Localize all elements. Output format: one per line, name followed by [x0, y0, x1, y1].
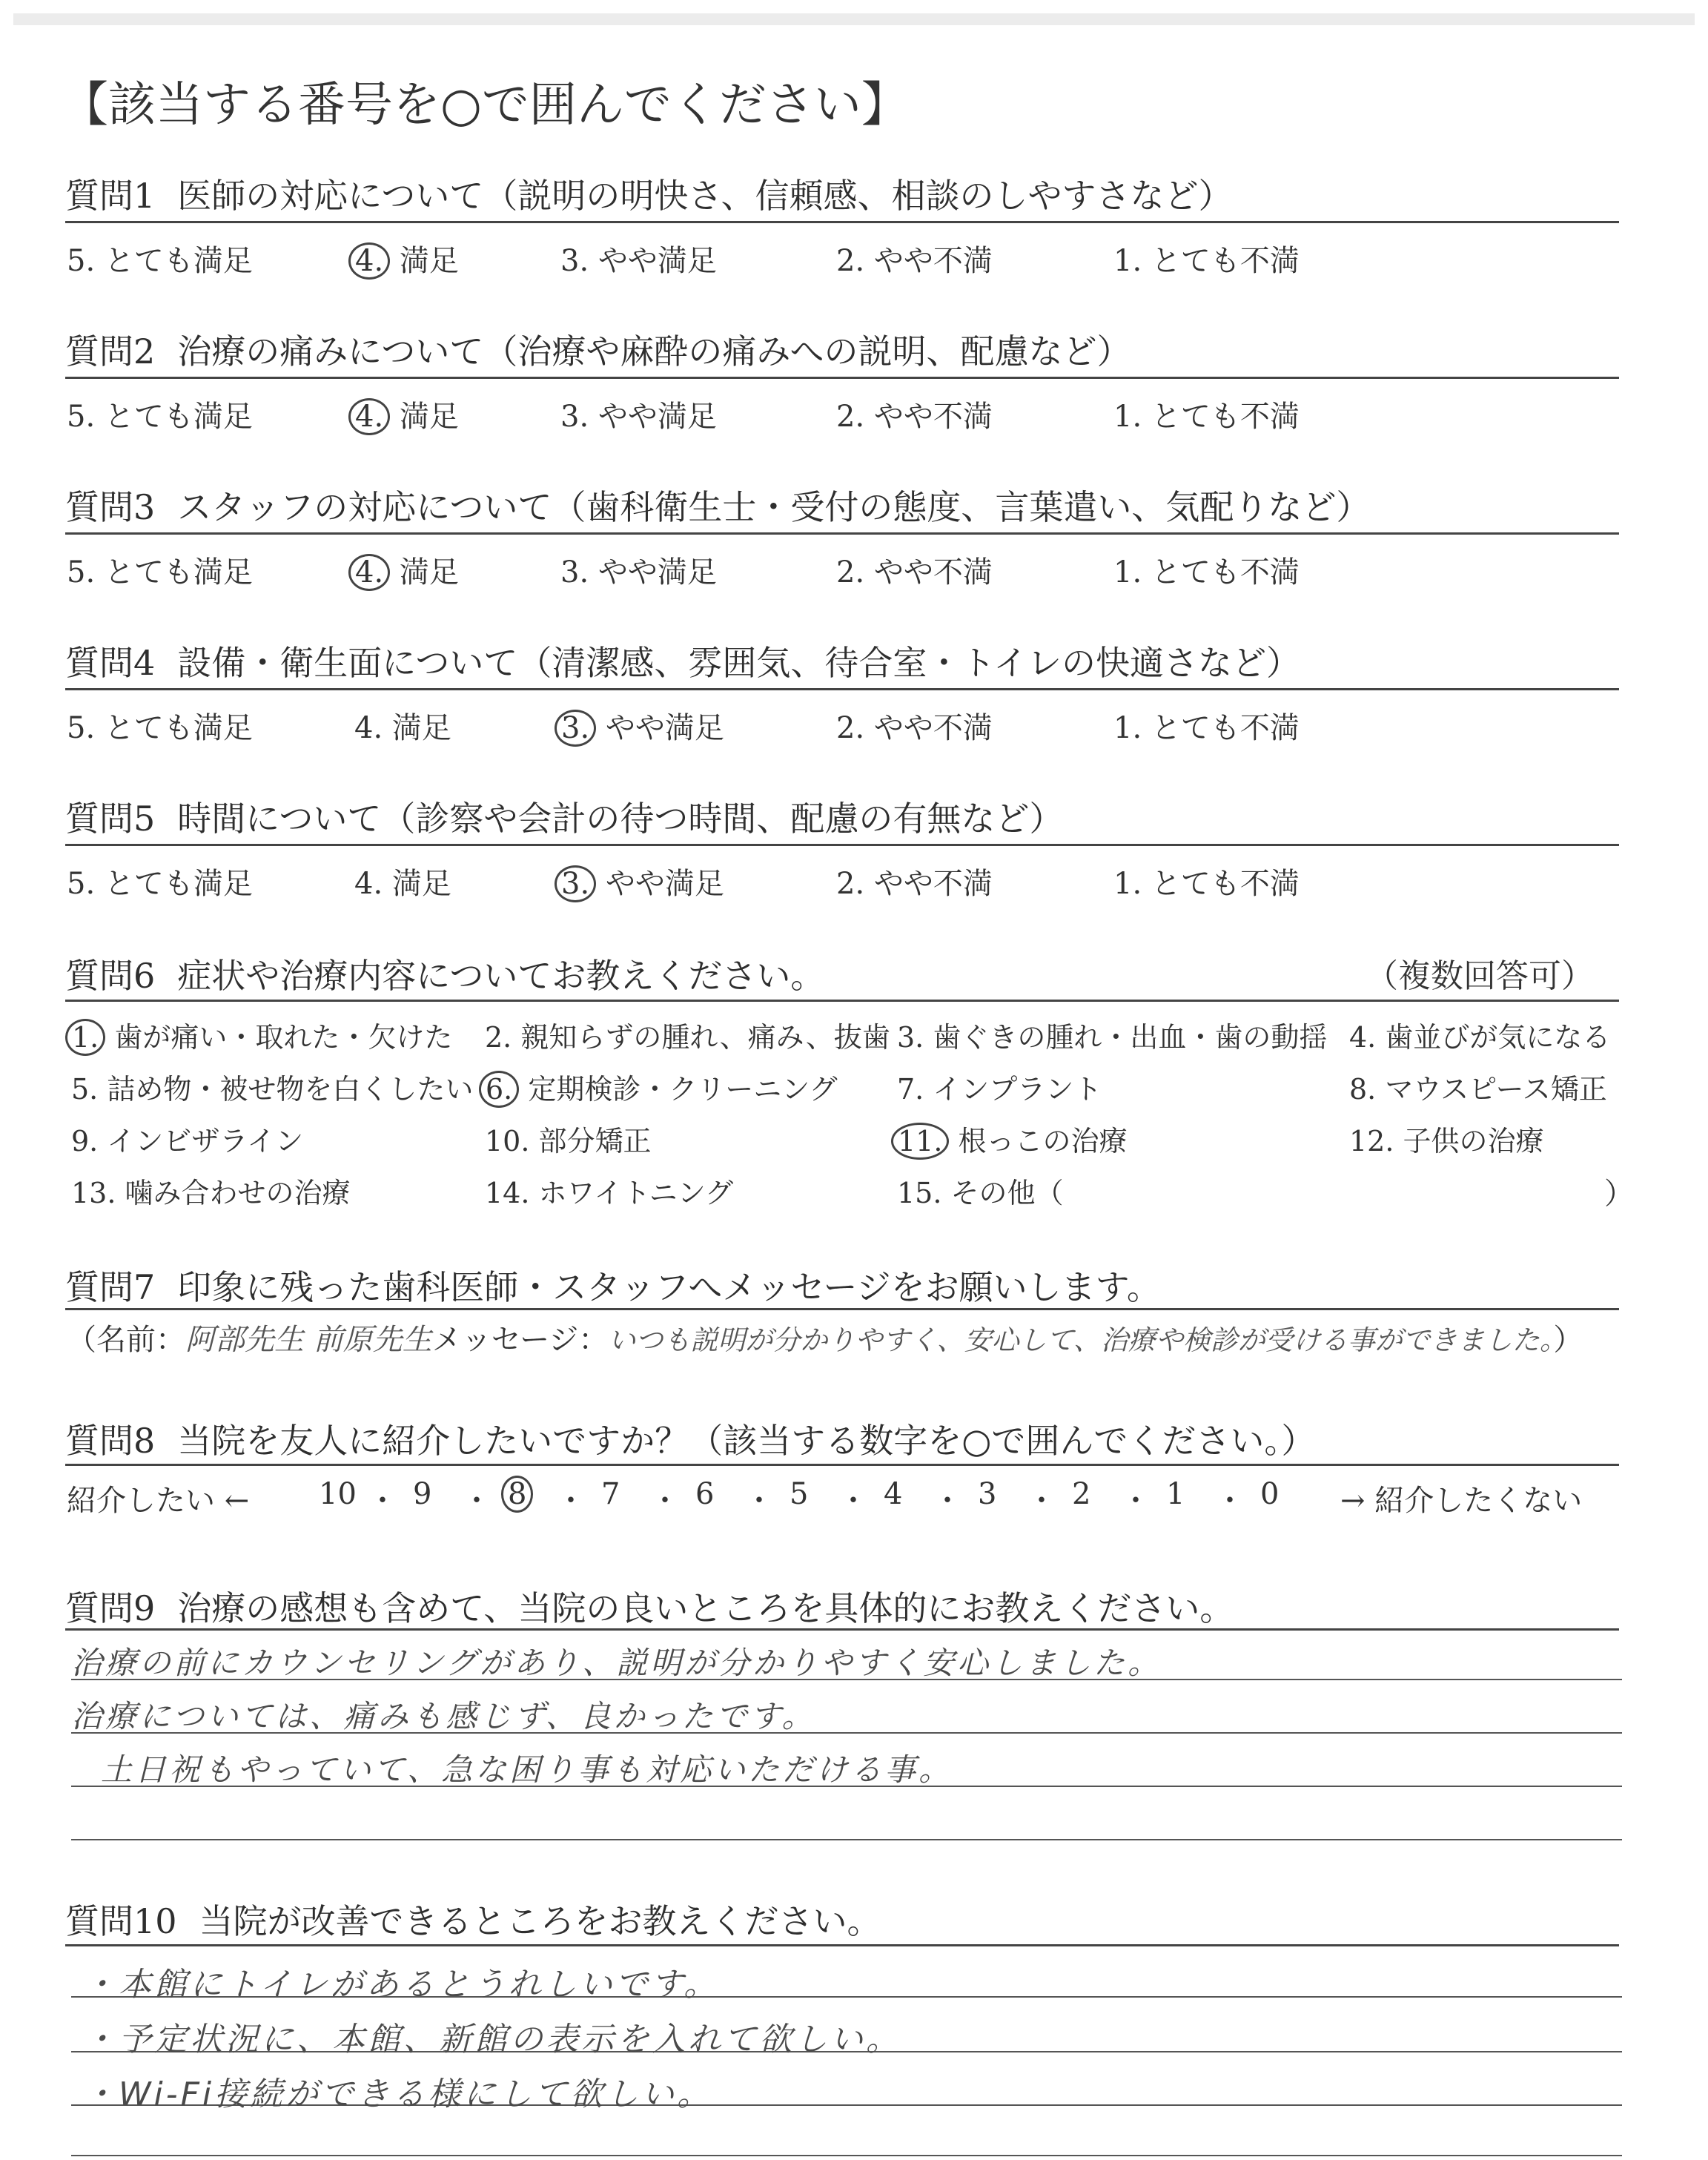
question-number: 質問10	[65, 1901, 177, 1941]
not-recommend-label: → 紹介したくない	[1340, 1484, 1583, 1518]
q7-heading	[65, 1261, 1161, 1309]
symptom-option: 7. インプラント	[897, 1073, 1102, 1106]
symptom-option: 3. 歯ぐきの腫れ・出血・歯の動揺	[897, 1021, 1328, 1054]
rating-option: 1. とても不満	[1113, 867, 1300, 901]
scale-number: 2	[1072, 1477, 1091, 1511]
question-text: スタッフの対応について（歯科衛生士・受付の態度、言葉遣い、気配りなど）	[177, 487, 1371, 527]
scale-separator: ・	[368, 1484, 397, 1518]
question-number: 質問4	[65, 643, 156, 683]
scale-number: 9	[413, 1477, 432, 1511]
selected-circle: 4.	[348, 242, 390, 280]
symptom-option: 15. その他（	[897, 1177, 1064, 1209]
handwritten-answer: ・Wi-Fi接続ができる様にして欲しい。	[83, 2075, 713, 2113]
question-number: 質問3	[65, 487, 156, 527]
question-number: 質問5	[65, 799, 156, 839]
rating-option: 1. とても不満	[1113, 555, 1300, 589]
rating-option: 4. 満足	[354, 867, 451, 901]
rating-option: 2. やや不満	[836, 400, 993, 434]
question-number: 質問1	[65, 176, 156, 216]
q8-heading	[65, 1414, 1315, 1463]
rating-option: 2. やや不満	[836, 867, 993, 901]
message-line	[67, 1316, 1583, 1358]
staff-name: 阿部先生 前原先生	[185, 1323, 432, 1357]
question-rule	[65, 1000, 1619, 1002]
selected-circle: 4.	[348, 398, 390, 435]
scale-separator: ・	[1027, 1484, 1056, 1518]
question-number: 質問9	[65, 1588, 156, 1628]
q5-heading	[65, 792, 1063, 841]
question-rule	[65, 1944, 1619, 1946]
rating-option: 1. とても不満	[1113, 244, 1300, 278]
rating-option: 2. やや不満	[836, 244, 993, 278]
selected-circle: 6.	[479, 1071, 519, 1108]
multiple-answers-note: （複数回答可）	[1366, 957, 1594, 995]
handwritten-answer: 治療の前にカウンセリングがあり、説明が分かりやすく安心しました。	[71, 1645, 1162, 1681]
scale-separator: ・	[462, 1484, 491, 1518]
q6-heading	[65, 949, 824, 998]
q2-heading	[65, 325, 1131, 374]
rating-option: 3. やや満足	[560, 400, 717, 434]
handwritten-answer: ・本館にトイレがあるとうれしいです。	[83, 1966, 720, 2004]
question-rule	[65, 532, 1619, 535]
scale-separator: ・	[1215, 1484, 1245, 1518]
scale-number: 3	[978, 1477, 997, 1511]
selected-circle: 1.	[65, 1019, 105, 1056]
question-text: 当院を友人に紹介したいですか？（該当する数字を○で囲んでください。）	[177, 1421, 1316, 1461]
question-rule	[65, 377, 1619, 379]
q1-heading	[65, 169, 1233, 218]
symptom-option: 9. インビザライン	[71, 1125, 304, 1157]
rating-option: 5. とても満足	[67, 867, 253, 901]
rating-option: 3. やや満足	[560, 704, 724, 747]
question-number: 質問7	[65, 1267, 156, 1307]
rating-option: 3. やや満足	[560, 244, 717, 278]
question-rule	[65, 688, 1619, 690]
answer-line	[71, 2155, 1622, 2156]
question-text: 症状や治療内容についてお教えください。	[177, 956, 825, 996]
scale-separator: ・	[556, 1484, 586, 1518]
symptom-option: 1. 歯が痛い・取れた・欠けた	[71, 1014, 452, 1055]
symptom-option: 2. 親知らずの腫れ、痛み、抜歯	[485, 1021, 890, 1054]
symptom-option: 5. 詰め物・被せ物を白くしたい	[71, 1073, 474, 1106]
rating-option: 4. 満足	[354, 237, 459, 280]
scale-number: 1	[1166, 1477, 1185, 1511]
question-text: 時間について（診察や会計の待つ時間、配慮の有無など）	[177, 799, 1064, 839]
q3-heading	[65, 480, 1370, 529]
symptom-option: 6. 定期検診・クリーニング	[485, 1066, 838, 1107]
symptom-option: 4. 歯並びが気になる	[1349, 1021, 1611, 1054]
selected-circle: 4.	[348, 554, 390, 591]
other-close-paren: ）	[1604, 1177, 1634, 1211]
scale-separator: ・	[933, 1484, 962, 1518]
scale-number: 7	[601, 1477, 620, 1511]
rating-option: 3. やや満足	[560, 555, 717, 589]
question-text: 設備・衛生面について（清潔感、雰囲気、待合室・トイレの快適さなど）	[177, 643, 1301, 683]
rating-option: 3. やや満足	[560, 860, 724, 902]
selected-circle: 11.	[891, 1123, 949, 1160]
rating-option: 5. とても満足	[67, 555, 253, 589]
question-text: 治療の痛みについて（治療や麻酔の痛みへの説明、配慮など）	[177, 331, 1131, 371]
handwritten-answer: 治療については、痛みも感じず、良かったです。	[71, 1698, 816, 1734]
message-text: いつも説明が分かりやすく、安心して、治療や検診が受ける事ができました。	[608, 1324, 1554, 1356]
question-rule	[65, 1464, 1619, 1466]
scan-top-edge	[13, 13, 1695, 25]
rating-option: 5. とても満足	[67, 244, 253, 278]
question-text: 医師の対応について（説明の明快さ、信頼感、相談のしやすさなど）	[177, 176, 1233, 216]
question-text: 印象に残った歯科医師・スタッフへメッセージをお願いします。	[177, 1267, 1161, 1307]
q10-heading	[65, 1895, 881, 1943]
question-number: 質問2	[65, 331, 156, 371]
selected-circle: 3.	[555, 710, 596, 747]
scale-separator: ・	[744, 1484, 774, 1518]
symptom-option: 8. マウスピース矯正	[1349, 1073, 1607, 1106]
rating-option: 5. とても満足	[67, 400, 253, 434]
q9-heading	[65, 1582, 1234, 1631]
rating-option: 4. 満足	[354, 711, 451, 745]
recommend-label: 紹介したい ←	[67, 1484, 250, 1518]
rating-option: 4. 満足	[354, 549, 459, 591]
scale-number: 4	[884, 1477, 903, 1511]
scale-number: 0	[1260, 1477, 1280, 1511]
symptom-option: 10. 部分矯正	[485, 1125, 652, 1157]
question-rule	[65, 221, 1619, 223]
message-close-paren: ）	[1553, 1323, 1583, 1357]
rating-option: 1. とても不満	[1113, 400, 1300, 434]
scale-number: 5	[790, 1477, 809, 1511]
page-title: 【該当する番号を○で囲んでください】	[61, 78, 909, 133]
scale-number: 6	[695, 1477, 715, 1511]
rating-option: 2. やや不満	[836, 555, 993, 589]
rating-option: 2. やや不満	[836, 711, 993, 745]
scale-number: 10	[319, 1477, 357, 1511]
scale-separator: ・	[838, 1484, 868, 1518]
question-rule	[65, 844, 1619, 846]
rating-option: 5. とても満足	[67, 711, 253, 745]
symptom-option: 12. 子供の治療	[1349, 1125, 1544, 1157]
name-label: （名前：	[67, 1323, 185, 1357]
symptom-option: 11. 根っこの治療	[897, 1118, 1128, 1159]
question-rule	[65, 1308, 1619, 1310]
question-text: 当院が改善できるところをお教えください。	[199, 1901, 881, 1941]
question-text: 治療の感想も含めて、当院の良いところを具体的にお教えください。	[177, 1588, 1234, 1628]
symptom-option: 13. 噛み合わせの治療	[71, 1177, 351, 1209]
question-number: 質問6	[65, 956, 156, 996]
q4-heading	[65, 636, 1300, 685]
scale-separator: ・	[650, 1484, 680, 1518]
symptom-option: 14. ホワイトニング	[485, 1177, 734, 1209]
question-rule	[65, 1628, 1619, 1631]
handwritten-answer: 土日祝もやっていて、急な困り事も対応いただける事。	[101, 1751, 953, 1788]
question-number: 質問8	[65, 1421, 156, 1461]
selected-circle: 3.	[555, 865, 596, 902]
scale-number	[507, 1477, 533, 1511]
rating-option: 4. 満足	[354, 393, 459, 435]
message-label: メッセージ：	[431, 1323, 609, 1357]
selected-circle: 8	[501, 1476, 533, 1513]
scale-separator: ・	[1121, 1484, 1151, 1518]
handwritten-answer: ・予定状況に、本館、新館の表示を入れて欲しい。	[83, 2021, 901, 2058]
rating-option: 1. とても不満	[1113, 711, 1300, 745]
answer-line	[71, 1839, 1622, 1840]
